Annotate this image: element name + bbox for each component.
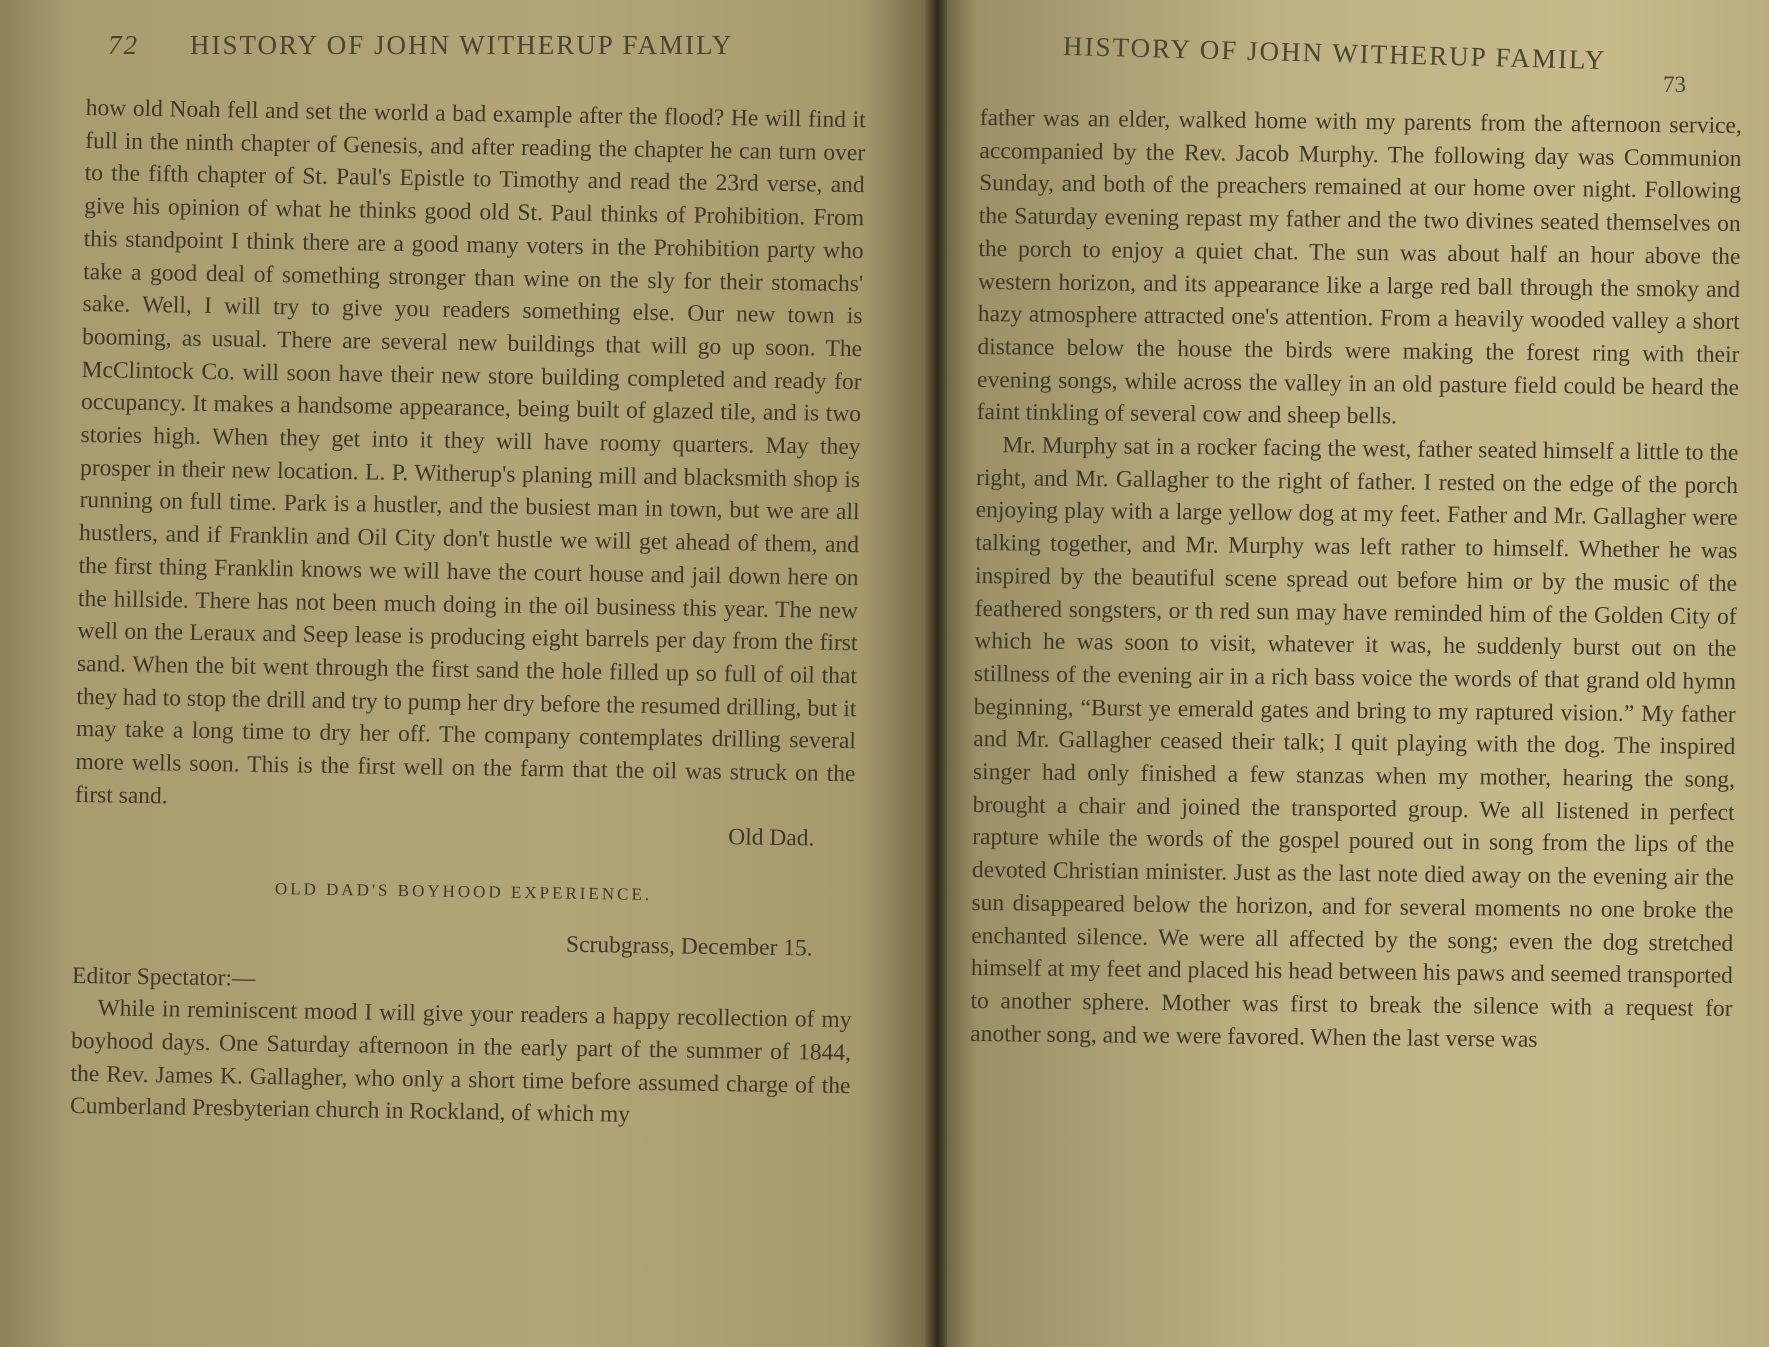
signature: Old Dad. bbox=[728, 824, 815, 852]
right-body-paragraph: father was an elder, walked home with my parents from the afternoon service, accompanied by the Rev. Jacob Murphy. The following day was Communion Sunday, and both of the preachers remained at our home over night. Following the Saturday evening repast my father and the two divines seated themselves on the porch to enjoy a quiet chat. The sun was about half an hour above the western horizon, and its appearance like a large red ball through the smoky and hazy atmosphere attracted one's attention. From a heavily wooded valley a short distance below the house the birds were making the forest ring with their evening songs, while across the valley in an old pasture field could be heard the faint tinkling of several cow and sheep bells. bbox=[976, 104, 1742, 430]
right-page bbox=[935, 0, 1769, 1347]
left-body-paragraph: how old Noah fell and set the world a bad example after the flood? He will find it full in the ninth chapter of Genesis, and after reading the chapter he can turn over to the fifth chapter of St. Paul's Epistle to Timothy and read the 23rd verse, and give his opinion of what he thinks good old St. Paul thinks of Prohibition. From this standpoint I think there are a good many voters in the Prohibition party who take a good deal of something stronger than wine on the sly for their stomachs' sake. Well, I will try to give you readers something else. Our new town is booming, as usual. There are several new buildings that will go up soon. The McClintock Co. will soon have their new store building completed and ready for occupancy. It makes a handsome appearance, being built of glazed tile, and is two stories high. When they get into it they will have roomy quarters. May they prosper in their new location. L. P. Witherup's planing mill and blacksmith shop is running on full time. Park is a hustler, and the busiest man in town, but we are all hustlers, and if Franklin and Oil City don't hustle we will get ahead of them, and the first thing Franklin knows we will have the court house and jail down here on the hillside. There has not been much doing in the oil business this year. The new well on the Leraux and Seep lease is producing eight barrels per day from the first sand. When the bit went through the first sand the hole filled up so full of oil that they had to stop the drill and try to pump her dry before the resumed drilling, but it may take a long time to dry her off. The company contemplates drilling several more wells soon. This is the first well on the farm that the oil was struck on the first sand. bbox=[74, 94, 866, 810]
right-second-paragraph: Mr. Murphy sat in a rocker facing the west, father seated himself a little to the right, and Mr. Gallagher to the right of father. I rested on the edge of the porch enjoying play with a large yellow dog at my feet. Father and Mr. Gallagher were talking together, and Mr. Murphy was left rather to himself. Whether he was inspired by the beautiful scene spread out before him or by the music of the feathered songsters, or th red sun may have reminded him of the Golden City of which he was soon to visit, whatever it was, he suddenly burst out on the stillness of the evening air in a rich bass voice the words of that grand old hymn beginning, “Burst ye emerald gates and bring to my raptured vision.” My father and Mr. Gallagher ceased their talk; I quit playing with the dog. The inspired singer had only finished a few stanzas when my mother, hearing the song, brought a chair and joined the transported group. We all listened in perfect rapture while the words of the gospel poured out in song from the lips of the devoted Christian minister. Just as the last note died away on the evening air the sun disappeared below the horizon, and for several moments no one broke the enchanted silence. We were all affected by the song; even the dog stretched himself at my feet and placed his head between his paws and seemed transported to another sphere. Mother was first to break the silence with a request for another song, and we were favored. When the last verse was bbox=[970, 432, 1739, 1053]
section-heading: OLD DAD'S BOYHOOD EXPERIENCE. bbox=[274, 879, 653, 905]
right-running-head: HISTORY OF JOHN WITHERUP FAMILY bbox=[1062, 30, 1607, 76]
right-page-number: 73 bbox=[1663, 72, 1686, 97]
salutation: Editor Spectator:— bbox=[71, 962, 256, 992]
book-gutter bbox=[925, 0, 947, 1347]
left-page-number: 72 bbox=[108, 30, 139, 60]
left-page-text bbox=[70, 92, 866, 1135]
right-page-text bbox=[970, 102, 1742, 1058]
dateline: Scrubgrass, December 15. bbox=[565, 931, 813, 962]
left-running-head: HISTORY OF JOHN WITHERUP FAMILY bbox=[190, 30, 734, 60]
left-second-paragraph: While in reminiscent mood I will give your readers a happy recollection of my boyhood days. One Saturday afternoon in the early part of the summer of 1844, the Rev. James K. Gallagher, who only a short time before assumed charge of the Cumberland Presbyterian church in Rockland, of which my bbox=[69, 995, 852, 1129]
